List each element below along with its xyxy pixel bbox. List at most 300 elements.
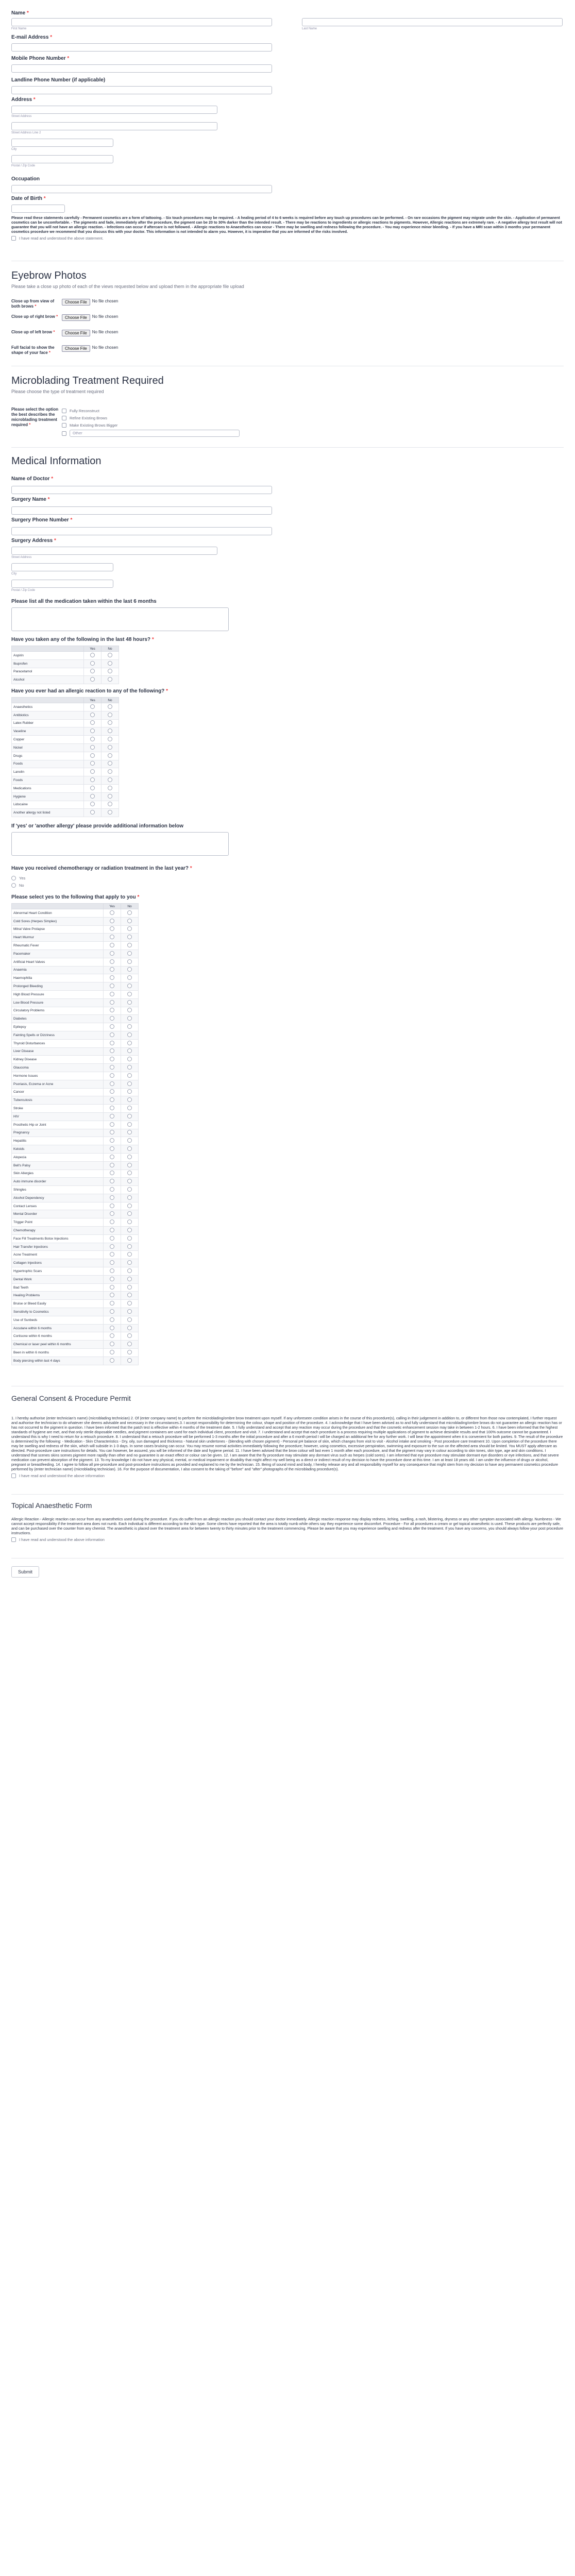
- choose-file-button[interactable]: Choose File: [62, 299, 90, 306]
- yes-radio[interactable]: [110, 1268, 114, 1273]
- row-label: High Blood Pressure: [12, 990, 104, 998]
- table-row: [12, 1031, 139, 1039]
- yes-radio[interactable]: [110, 1309, 114, 1314]
- no-radio[interactable]: [127, 1048, 132, 1053]
- mobile-input[interactable]: [11, 64, 272, 73]
- no-radio[interactable]: [127, 1171, 132, 1175]
- table-row: [12, 743, 119, 752]
- table-row: [12, 1056, 139, 1064]
- conditions-field: Please select yes to the following that apply to you * Yes No Abnormal Heart Condition Cold Sores (Herpes Simplex) Mitral Valve Prolapse Heart Murmur Rheumatic Fever Pacemaker Artificial Heart Valves Anaemia Haemophilia Prolonged Bleeding High Blood Pressure Low Blood Pressure Circulatory Problems Diabetes Epilepsy Fainting Spells or Dizziness Thyroid Disturbances Liver Disease Kidney Disease Glaucoma Hormone Issues Psoriasis, Eczema or Acne Cancer Tuberculosis Stroke HIV Prosthetic Hip or Joint Pregnancy Hepatitis Keloids Alopecia Bell's Palsy Skin Allergies Auto immune disorder Shingles Alcohol Dependency Contact Lenses Mental Disorder Trigger Point Chemotherapy Face Fill Treatments Botox Injections Hair Transfer Injections Acne Treatment Collagen Injections Hypertrophic Scars Dental Work Bad Teeth Healing Problems Bruise or Bleed Easily Sensitivity to Cosmetics Use of Sunbeds Accutane within 6 months Cortisone within 6 months Chemical or laser peel within 6 months Been in within 6 months Body piercing within last 4 days: [11, 894, 139, 1365]
- table-row: [12, 1194, 139, 1202]
- yes-radio[interactable]: [110, 1122, 114, 1127]
- no-radio[interactable]: [108, 745, 112, 750]
- no-radio[interactable]: [108, 777, 112, 782]
- no-radio[interactable]: [127, 1204, 132, 1208]
- no-file-text: No file chosen: [92, 299, 119, 303]
- surgery-city-input[interactable]: [11, 563, 113, 571]
- conditions-table: [11, 903, 139, 1365]
- occupation-label: Occupation: [11, 176, 40, 182]
- anaesthetic-checkbox[interactable]: [11, 1537, 16, 1542]
- yes-radio[interactable]: [90, 677, 95, 682]
- no-radio[interactable]: [108, 737, 112, 741]
- table-row: [12, 1341, 139, 1349]
- yes-radio[interactable]: [90, 653, 95, 657]
- no-radio[interactable]: [127, 1032, 132, 1037]
- no-radio[interactable]: [127, 1268, 132, 1273]
- yes-radio[interactable]: [110, 1073, 114, 1078]
- table-row: [12, 1072, 139, 1080]
- yes-radio[interactable]: [110, 992, 114, 996]
- row-label: Lanolin: [12, 768, 84, 776]
- no-radio[interactable]: [127, 1057, 132, 1061]
- no-radio[interactable]: [127, 1342, 132, 1346]
- first-name-input[interactable]: [11, 18, 272, 26]
- no-radio[interactable]: [127, 967, 132, 972]
- yes-radio[interactable]: [110, 1187, 114, 1192]
- no-radio[interactable]: [108, 704, 112, 709]
- medical-section: [11, 455, 102, 467]
- no-radio[interactable]: [108, 713, 112, 717]
- row-label: Fainting Spells or Dizziness: [12, 1031, 104, 1039]
- divider: [11, 1494, 564, 1495]
- no-radio[interactable]: [127, 1016, 132, 1021]
- no-file-text: No file chosen: [92, 345, 119, 350]
- table-row: [12, 752, 119, 760]
- no-radio[interactable]: [108, 653, 112, 657]
- no-radio[interactable]: [127, 1041, 132, 1045]
- yes-radio[interactable]: [110, 1195, 114, 1200]
- yes-radio[interactable]: [110, 1106, 114, 1110]
- table-row: [12, 1047, 139, 1056]
- surgery-street-input[interactable]: [11, 547, 217, 555]
- no-radio[interactable]: [127, 1089, 132, 1094]
- no-radio[interactable]: [127, 1065, 132, 1070]
- other-option-label: Other: [73, 431, 82, 435]
- no-radio[interactable]: [127, 1008, 132, 1012]
- no-radio[interactable]: [127, 1195, 132, 1200]
- no-radio[interactable]: [127, 1106, 132, 1110]
- table-row: [12, 809, 119, 817]
- no-radio[interactable]: [127, 1000, 132, 1005]
- col-yes: Yes: [84, 698, 102, 703]
- row-label: Use of Sunbeds: [12, 1316, 104, 1324]
- yes-radio[interactable]: [90, 704, 95, 709]
- row-label: Hygiene: [12, 792, 84, 801]
- consent-block: [11, 1416, 564, 1478]
- row-label: Prolonged Bleeding: [12, 982, 104, 991]
- yes-radio[interactable]: [110, 1293, 114, 1297]
- surgery-postcode-input[interactable]: [11, 580, 113, 588]
- yes-radio[interactable]: [110, 1008, 114, 1012]
- no-radio[interactable]: [108, 761, 112, 766]
- table-row: [12, 909, 139, 918]
- no-radio[interactable]: [127, 1326, 132, 1330]
- treatment-label: Please select the option the best describes the microblading treatment required: [11, 407, 59, 427]
- treatment-field: Please select the option the best describes the microblading treatment required * Fully Reconstruct Refine Existing Brows Make Existing Brows Bigger Other: [11, 407, 240, 438]
- address-label: Address: [11, 97, 32, 103]
- row-label: Mental Disorder: [12, 1210, 104, 1218]
- no-radio[interactable]: [127, 1179, 132, 1183]
- no-radio[interactable]: [108, 728, 112, 733]
- occupation-input[interactable]: [11, 185, 272, 193]
- yes-radio[interactable]: [110, 1358, 114, 1363]
- no-radio[interactable]: [127, 1333, 132, 1338]
- yes-radio[interactable]: [110, 1081, 114, 1086]
- option-checkbox[interactable]: [62, 423, 66, 428]
- doctor-label: Name of Doctor: [11, 476, 50, 482]
- table-row: [12, 1178, 139, 1186]
- medication-textarea[interactable]: [11, 607, 229, 631]
- row-label: Alopecia: [12, 1153, 104, 1161]
- yes-radio[interactable]: [110, 1065, 114, 1070]
- row-label: Hormone Issues: [12, 1072, 104, 1080]
- table-row: [12, 998, 139, 1007]
- no-radio[interactable]: [127, 1138, 132, 1143]
- row-label: Hypertrophic Scars: [12, 1267, 104, 1276]
- yes-radio[interactable]: [110, 1333, 114, 1338]
- yes-radio[interactable]: [90, 661, 95, 666]
- table-row: [12, 917, 139, 925]
- last-name-input[interactable]: [302, 18, 563, 26]
- yes-radio[interactable]: [110, 1350, 114, 1354]
- statements-checkbox[interactable]: [11, 236, 16, 241]
- yes-radio[interactable]: [90, 745, 95, 750]
- surgery-postcode-sublabel: Postal / Zip Code: [11, 589, 36, 592]
- yes-radio[interactable]: [110, 1146, 114, 1151]
- no-radio[interactable]: [127, 1155, 132, 1159]
- yes-radio[interactable]: [110, 1155, 114, 1159]
- no-radio[interactable]: [127, 1252, 132, 1257]
- no-radio[interactable]: [127, 959, 132, 964]
- no-radio[interactable]: [127, 984, 132, 988]
- yes-radio[interactable]: [110, 1260, 114, 1265]
- table-row: [12, 652, 119, 660]
- yes-radio[interactable]: [110, 1130, 114, 1134]
- row-label: Healing Problems: [12, 1292, 104, 1300]
- choose-file-button[interactable]: Choose File: [62, 330, 90, 336]
- row-label: Foods: [12, 760, 84, 768]
- no-radio[interactable]: [127, 1097, 132, 1102]
- row-label: Latex Rubber: [12, 719, 84, 727]
- no-radio[interactable]: [127, 1146, 132, 1151]
- row-label: Anaesthetics: [12, 703, 84, 711]
- yes-radio[interactable]: [110, 1089, 114, 1094]
- table-row: [12, 1064, 139, 1072]
- mobile-field: Mobile Phone Number *: [11, 56, 272, 73]
- col-yes: Yes: [84, 646, 102, 652]
- yes-radio[interactable]: [110, 1285, 114, 1290]
- street2-input[interactable]: [11, 122, 217, 130]
- yes-radio[interactable]: [110, 1171, 114, 1175]
- col-yes: Yes: [104, 904, 121, 909]
- choose-file-button[interactable]: Choose File: [62, 314, 90, 321]
- yes-radio[interactable]: [110, 1211, 114, 1216]
- consent-checkbox[interactable]: [11, 1473, 16, 1478]
- yes-radio[interactable]: [110, 1244, 114, 1249]
- upload-right-brow: Close up of right brow * Choose File No file chosen: [11, 314, 119, 320]
- yes-radio[interactable]: [110, 1317, 114, 1322]
- no-radio[interactable]: [127, 910, 132, 915]
- yes-radio[interactable]: [110, 1016, 114, 1021]
- yes-radio[interactable]: [110, 975, 114, 980]
- yes-radio[interactable]: [110, 1236, 114, 1241]
- no-radio[interactable]: [127, 1130, 132, 1134]
- table-row: [12, 736, 119, 744]
- row-label: Diabetes: [12, 1015, 104, 1023]
- yes-radio[interactable]: [90, 720, 95, 725]
- city-input[interactable]: [11, 139, 113, 147]
- no-radio[interactable]: [108, 810, 112, 815]
- anaesthetic-title: Topical Anaesthetic Form: [11, 1501, 92, 1510]
- no-radio[interactable]: [127, 1024, 132, 1029]
- yes-radio[interactable]: [90, 761, 95, 766]
- yes-radio[interactable]: [110, 1301, 114, 1306]
- yes-radio[interactable]: [110, 1179, 114, 1183]
- surgery-phone-field: Surgery Phone Number *: [11, 517, 272, 535]
- yes-radio[interactable]: [110, 1342, 114, 1346]
- no-radio[interactable]: [127, 1358, 132, 1363]
- no-radio[interactable]: [108, 769, 112, 774]
- yes-radio[interactable]: [90, 713, 95, 717]
- no-file-text: No file chosen: [92, 330, 119, 334]
- no-radio[interactable]: [108, 661, 112, 666]
- no-radio[interactable]: [127, 1122, 132, 1127]
- no-radio[interactable]: [127, 943, 132, 947]
- yes-radio[interactable]: [110, 1326, 114, 1330]
- yes-radio[interactable]: [110, 943, 114, 947]
- statements-check-label: I have read and understood the above statement.: [19, 236, 104, 241]
- name-label: Name: [11, 10, 26, 16]
- yes-radio[interactable]: [110, 1048, 114, 1053]
- table-row: [12, 1259, 139, 1267]
- row-label: Circulatory Problems: [12, 1007, 104, 1015]
- yes-radio[interactable]: [110, 1219, 114, 1224]
- yes-radio[interactable]: [110, 935, 114, 939]
- row-label: Face Fill Treatments Botox Injections: [12, 1234, 104, 1243]
- no-radio[interactable]: [127, 1081, 132, 1086]
- email-input[interactable]: [11, 43, 272, 52]
- table-row: [12, 1227, 139, 1235]
- consent-check-label: I have read and understood the above information: [19, 1473, 105, 1478]
- postcode-input[interactable]: [11, 155, 113, 163]
- conditions-label: Please select yes to the following that apply to you: [11, 894, 136, 900]
- no-radio[interactable]: [108, 669, 112, 673]
- yes-radio[interactable]: [90, 753, 95, 758]
- yes-radio[interactable]: [110, 1000, 114, 1005]
- table-row: [12, 1324, 139, 1332]
- no-radio[interactable]: [127, 1277, 132, 1281]
- no-radio[interactable]: [127, 992, 132, 996]
- no-radio[interactable]: [127, 975, 132, 980]
- row-label: Thyroid Disturbances: [12, 1039, 104, 1047]
- row-label: Accutane within 6 months: [12, 1324, 104, 1332]
- no-radio[interactable]: [127, 1236, 132, 1241]
- yes-radio[interactable]: [110, 951, 114, 956]
- statements-block: [11, 215, 564, 241]
- table-row: [12, 982, 139, 991]
- no-radio[interactable]: [127, 1244, 132, 1249]
- no-radio[interactable]: [127, 1317, 132, 1322]
- row-label: Contact Lenses: [12, 1202, 104, 1210]
- no-radio[interactable]: [108, 802, 112, 806]
- row-label: Stroke: [12, 1105, 104, 1113]
- surgery-name-field: Surgery Name *: [11, 497, 272, 515]
- hours48-table: [11, 646, 119, 684]
- table-row: [12, 1080, 139, 1088]
- table-row: [12, 1251, 139, 1259]
- yes-radio[interactable]: [90, 737, 95, 741]
- no-radio[interactable]: [108, 677, 112, 682]
- no-radio[interactable]: [127, 1293, 132, 1297]
- row-label: Antibiotics: [12, 711, 84, 719]
- yes-radio[interactable]: [110, 1277, 114, 1281]
- yes-radio[interactable]: [90, 728, 95, 733]
- no-radio[interactable]: [127, 1187, 132, 1192]
- yes-radio[interactable]: [90, 777, 95, 782]
- table-row: [12, 1210, 139, 1218]
- table-row: [12, 784, 119, 792]
- address-field: Address * Street Address Street Address Line 2 City Postal / Zip Code: [11, 97, 217, 167]
- yes-radio[interactable]: [110, 1163, 114, 1167]
- yes-radio[interactable]: [90, 810, 95, 815]
- no-radio[interactable]: [127, 1211, 132, 1216]
- no-radio[interactable]: [108, 753, 112, 758]
- no-radio[interactable]: [127, 1163, 132, 1167]
- name-field: Name * First Name Last Name: [11, 10, 563, 30]
- option-checkbox[interactable]: [62, 431, 66, 436]
- no-radio[interactable]: [127, 1301, 132, 1306]
- surgery-name-input[interactable]: [11, 506, 272, 515]
- no-radio[interactable]: [127, 919, 132, 923]
- yes-radio[interactable]: [90, 794, 95, 799]
- table-row: [12, 1088, 139, 1096]
- row-label: Medications: [12, 784, 84, 792]
- no-radio[interactable]: [127, 1114, 132, 1118]
- yes-radio[interactable]: [90, 802, 95, 806]
- consent-section: [11, 1394, 131, 1402]
- no-radio[interactable]: [108, 794, 112, 799]
- table-row: [12, 1137, 139, 1145]
- row-label: Body piercing within last 4 days: [12, 1357, 104, 1365]
- table-row: [12, 776, 119, 785]
- yes-radio[interactable]: [110, 1204, 114, 1208]
- yes-radio[interactable]: [90, 769, 95, 774]
- no-radio[interactable]: [127, 1219, 132, 1224]
- yes-radio[interactable]: [110, 1024, 114, 1029]
- no-radio[interactable]: [127, 926, 132, 931]
- dob-label: Date of Birth: [11, 196, 42, 201]
- chemo-no-label: No: [19, 883, 24, 888]
- yes-radio[interactable]: [110, 926, 114, 931]
- option-checkbox[interactable]: [62, 409, 66, 413]
- yes-radio[interactable]: [110, 984, 114, 988]
- additional-textarea[interactable]: [11, 832, 229, 856]
- table-row: [12, 1112, 139, 1121]
- yes-radio[interactable]: [90, 786, 95, 790]
- no-radio[interactable]: [127, 1285, 132, 1290]
- yes-radio[interactable]: [110, 910, 114, 915]
- yes-radio[interactable]: [110, 1097, 114, 1102]
- upload-both-brows: Close up from view of both brows * Choose File No file chosen: [11, 299, 119, 309]
- yes-radio[interactable]: [110, 1057, 114, 1061]
- no-radio[interactable]: [127, 1228, 132, 1232]
- row-label: Skin Allergies: [12, 1170, 104, 1178]
- row-label: Shingles: [12, 1186, 104, 1194]
- landline-input[interactable]: [11, 86, 272, 94]
- allergy-field: Have you ever had an allergic reaction to any of the following? * Yes No Anaesthetics Antibiotics Latex Rubber Vaseline Copper Nickel Drugs Foods Lanolin Foods Medications Hygiene Lidocaine Another allergy not listed: [11, 688, 168, 817]
- chemo-no-radio[interactable]: [11, 883, 16, 888]
- option-checkbox[interactable]: [62, 416, 66, 420]
- no-radio[interactable]: [127, 1073, 132, 1078]
- doctor-input[interactable]: [11, 486, 272, 494]
- row-label: Alcohol Dependency: [12, 1194, 104, 1202]
- row-label: Chemotherapy: [12, 1227, 104, 1235]
- row-label: Lidocaine: [12, 801, 84, 809]
- table-row: [12, 1096, 139, 1105]
- table-row: [12, 1332, 139, 1341]
- yes-radio[interactable]: [110, 1252, 114, 1257]
- surgery-phone-input[interactable]: [11, 527, 272, 535]
- additional-field: [11, 823, 229, 856]
- dob-input[interactable]: [11, 205, 65, 213]
- photos-section: [11, 270, 244, 289]
- postcode-sublabel: Postal / Zip Code: [11, 164, 36, 167]
- treatment-title: Microblading Treatment Required: [11, 375, 164, 386]
- medical-title: Medical Information: [11, 455, 102, 467]
- no-radio[interactable]: [127, 1309, 132, 1314]
- dob-field: Date of Birth *: [11, 196, 65, 213]
- submit-area: [11, 1566, 39, 1578]
- row-label: Bad Teeth: [12, 1283, 104, 1292]
- row-label: Mitral Valve Prolapse: [12, 925, 104, 934]
- submit-button[interactable]: Submit: [11, 1566, 39, 1578]
- no-radio[interactable]: [108, 786, 112, 790]
- street2-sublabel: Street Address Line 2: [11, 131, 41, 134]
- no-radio[interactable]: [127, 935, 132, 939]
- row-label: Nickel: [12, 743, 84, 752]
- street-input[interactable]: [11, 106, 217, 114]
- yes-radio[interactable]: [110, 1041, 114, 1045]
- yes-radio[interactable]: [110, 959, 114, 964]
- no-radio[interactable]: [127, 1350, 132, 1354]
- yes-radio[interactable]: [110, 1114, 114, 1118]
- row-label: Copper: [12, 736, 84, 744]
- table-row: [12, 1145, 139, 1154]
- choose-file-button[interactable]: Choose File: [62, 345, 90, 352]
- doctor-field: Name of Doctor *: [11, 476, 272, 494]
- yes-radio[interactable]: [110, 1138, 114, 1143]
- upload-right-brow-label: Close up of right brow: [11, 314, 55, 319]
- yes-radio[interactable]: [110, 1228, 114, 1232]
- table-row: [12, 703, 119, 711]
- row-label: Anaemia: [12, 966, 104, 974]
- row-label: Psoriasis, Eczema or Acne: [12, 1080, 104, 1088]
- table-row: [12, 1007, 139, 1015]
- other-option-input[interactable]: [70, 430, 240, 437]
- yes-radio[interactable]: [90, 669, 95, 673]
- row-label: Bell's Palsy: [12, 1161, 104, 1170]
- chemo-yes-radio[interactable]: [11, 876, 16, 880]
- yes-radio[interactable]: [110, 967, 114, 972]
- row-label: Cancer: [12, 1088, 104, 1096]
- no-radio[interactable]: [127, 1260, 132, 1265]
- yes-radio[interactable]: [110, 1032, 114, 1037]
- yes-radio[interactable]: [110, 919, 114, 923]
- col-no: No: [102, 698, 119, 703]
- row-label: Prosthetic Hip or Joint: [12, 1121, 104, 1129]
- no-radio[interactable]: [127, 951, 132, 956]
- no-radio[interactable]: [108, 720, 112, 725]
